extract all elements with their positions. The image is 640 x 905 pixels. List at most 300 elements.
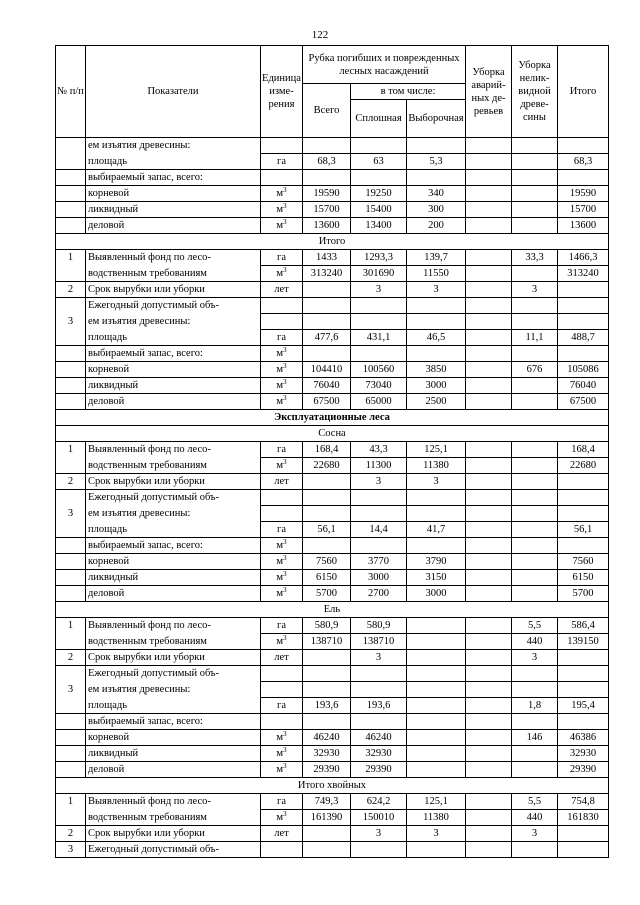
row-number [56, 186, 86, 202]
unit-superscript: 3 [283, 538, 287, 546]
table-row [56, 746, 609, 762]
selective-cell: 2500 [407, 394, 466, 410]
clear-cell [351, 714, 407, 730]
indicator-cell: Срок вырубки или уборки [86, 474, 261, 490]
emergency-cell [466, 762, 512, 778]
clear-cell [351, 170, 407, 186]
row-number [56, 266, 86, 282]
total-cell: 138710 [303, 634, 351, 650]
emergency-cell [466, 682, 512, 698]
row-number [56, 714, 86, 730]
clear-cell [351, 346, 407, 362]
unit-superscript: 3 [283, 202, 287, 210]
illiquid-cell: 3 [512, 826, 558, 842]
unit-cell: $м^3$ [261, 266, 303, 282]
grand-total-cell [558, 538, 609, 554]
total-cell: 22680 [303, 458, 351, 474]
selective-cell: 3150 [407, 570, 466, 586]
unit-superscript: 3 [283, 266, 287, 274]
row-number [56, 394, 86, 410]
clear-cell [351, 490, 407, 506]
selective-cell: 3 [407, 282, 466, 298]
table-row [56, 170, 609, 186]
total-cell: 104410 [303, 362, 351, 378]
header-clear: Сплошная [351, 100, 407, 138]
table-row [56, 842, 609, 858]
unit-cell: $м^3$ [261, 554, 303, 570]
illiquid-cell [512, 474, 558, 490]
table-row [56, 714, 609, 730]
unit-cell: $м^3$ [261, 186, 303, 202]
row-number: 3 [56, 682, 86, 698]
total-cell [303, 138, 351, 154]
selective-cell [407, 170, 466, 186]
row-number [56, 554, 86, 570]
unit-cell [261, 506, 303, 522]
clear-cell: 15400 [351, 202, 407, 218]
indicator-cell: корневой [86, 554, 261, 570]
unit-cell: $м^3$ [261, 394, 303, 410]
emergency-cell [466, 538, 512, 554]
illiquid-cell: 11,1 [512, 330, 558, 346]
selective-cell [407, 538, 466, 554]
unit-cell: га [261, 154, 303, 170]
header-total: Всего [303, 84, 351, 138]
indicator-cell: площадь [86, 154, 261, 170]
selective-cell [407, 714, 466, 730]
indicator-cell: Ежегодный допустимый объ- [86, 298, 261, 314]
total-cell [303, 506, 351, 522]
illiquid-cell: 5,5 [512, 618, 558, 634]
total-cell: 32930 [303, 746, 351, 762]
unit-cell [261, 298, 303, 314]
grand-total-cell [558, 506, 609, 522]
emergency-cell [466, 810, 512, 826]
unit-cell: $м^3$ [261, 538, 303, 554]
unit-cell: га [261, 442, 303, 458]
clear-cell: 19250 [351, 186, 407, 202]
table-row [56, 154, 609, 170]
indicator-cell: Срок вырубки или уборки [86, 826, 261, 842]
total-cell [303, 650, 351, 666]
emergency-cell [466, 266, 512, 282]
illiquid-cell [512, 570, 558, 586]
unit-cell: $м^3$ [261, 202, 303, 218]
clear-cell: 580,9 [351, 618, 407, 634]
clear-cell: 193,6 [351, 698, 407, 714]
illiquid-cell [512, 538, 558, 554]
total-cell: 15700 [303, 202, 351, 218]
unit-cell: га [261, 698, 303, 714]
illiquid-cell [512, 138, 558, 154]
row-number [56, 138, 86, 154]
row-number [56, 810, 86, 826]
grand-total-cell: 195,4 [558, 698, 609, 714]
illiquid-cell: 3 [512, 650, 558, 666]
emergency-cell [466, 634, 512, 650]
indicator-cell: Выявленный фонд по лесо- [86, 442, 261, 458]
row-number [56, 666, 86, 682]
selective-cell: 300 [407, 202, 466, 218]
table-row [56, 330, 609, 346]
row-number [56, 586, 86, 602]
illiquid-cell [512, 298, 558, 314]
total-cell [303, 490, 351, 506]
unit-cell: $м^3$ [261, 458, 303, 474]
clear-cell: 624,2 [351, 794, 407, 810]
row-number: 2 [56, 282, 86, 298]
unit-superscript: 3 [283, 730, 287, 738]
table-row [56, 618, 609, 634]
illiquid-cell [512, 762, 558, 778]
selective-cell: 125,1 [407, 442, 466, 458]
unit-cell [261, 842, 303, 858]
header-unit: Единица измерения [261, 46, 303, 138]
grand-total-cell: 67500 [558, 394, 609, 410]
selective-cell [407, 762, 466, 778]
illiquid-cell [512, 506, 558, 522]
emergency-cell [466, 298, 512, 314]
row-number [56, 202, 86, 218]
unit-cell: лет [261, 282, 303, 298]
selective-cell [407, 746, 466, 762]
indicator-cell: Ежегодный допустимый объ- [86, 666, 261, 682]
row-number [56, 570, 86, 586]
grand-total-cell [558, 170, 609, 186]
unit-cell: $м^3$ [261, 362, 303, 378]
unit-cell: га [261, 522, 303, 538]
selective-cell: 125,1 [407, 794, 466, 810]
total-cell [303, 170, 351, 186]
section-title: Итого хвойных [56, 778, 609, 794]
indicator-cell: Выявленный фонд по лесо- [86, 250, 261, 266]
indicator-cell: Выявленный фонд по лесо- [86, 794, 261, 810]
illiquid-cell: 440 [512, 634, 558, 650]
emergency-cell [466, 506, 512, 522]
grand-total-cell [558, 714, 609, 730]
row-number [56, 362, 86, 378]
total-cell: 193,6 [303, 698, 351, 714]
selective-cell [407, 490, 466, 506]
table-row [56, 650, 609, 666]
header-selective: Выборочная [407, 100, 466, 138]
emergency-cell [466, 618, 512, 634]
unit-cell: $м^3$ [261, 346, 303, 362]
table-row [56, 314, 609, 330]
selective-cell [407, 346, 466, 362]
total-cell [303, 282, 351, 298]
clear-cell: 1293,3 [351, 250, 407, 266]
unit-superscript: 3 [283, 570, 287, 578]
row-number: 3 [56, 842, 86, 858]
unit-cell [261, 138, 303, 154]
indicator-cell: ликвидный [86, 378, 261, 394]
grand-total-cell: 754,8 [558, 794, 609, 810]
selective-cell: 3 [407, 474, 466, 490]
unit-cell: га [261, 330, 303, 346]
clear-cell [351, 682, 407, 698]
page-number: 122 [311, 29, 329, 41]
illiquid-cell [512, 458, 558, 474]
grand-total-cell [558, 650, 609, 666]
header-felling-group: Рубка погибших и поврежденных лесных насаждений [303, 46, 466, 84]
illiquid-cell [512, 154, 558, 170]
clear-cell: 3000 [351, 570, 407, 586]
table-row [56, 794, 609, 810]
clear-cell: 3 [351, 826, 407, 842]
table-row [56, 474, 609, 490]
selective-cell: 11550 [407, 266, 466, 282]
selective-cell: 11380 [407, 458, 466, 474]
total-cell [303, 298, 351, 314]
indicator-cell: корневой [86, 362, 261, 378]
selective-cell: 3790 [407, 554, 466, 570]
clear-cell [351, 506, 407, 522]
table-row [56, 362, 609, 378]
emergency-cell [466, 250, 512, 266]
row-number: 1 [56, 442, 86, 458]
grand-total-cell [558, 346, 609, 362]
emergency-cell [466, 698, 512, 714]
indicator-cell: ем изъятия древесины: [86, 682, 261, 698]
table-body [56, 138, 609, 858]
total-cell: 161390 [303, 810, 351, 826]
selective-cell [407, 314, 466, 330]
total-cell: 29390 [303, 762, 351, 778]
indicator-cell: водственным требованиям [86, 266, 261, 282]
clear-cell: 2700 [351, 586, 407, 602]
indicator-cell: ем изъятия древесины: [86, 506, 261, 522]
header-indicator: Показатели [86, 46, 261, 138]
table-row [56, 698, 609, 714]
unit-cell [261, 314, 303, 330]
unit-superscript: 3 [283, 346, 287, 354]
grand-total-cell: 5700 [558, 586, 609, 602]
clear-cell [351, 138, 407, 154]
total-cell: 6150 [303, 570, 351, 586]
emergency-cell [466, 554, 512, 570]
clear-cell: 3 [351, 650, 407, 666]
grand-total-cell: 105086 [558, 362, 609, 378]
emergency-cell [466, 490, 512, 506]
illiquid-cell: 676 [512, 362, 558, 378]
indicator-cell: деловой [86, 394, 261, 410]
emergency-cell [466, 218, 512, 234]
total-cell [303, 842, 351, 858]
table-row [56, 458, 609, 474]
illiquid-cell [512, 394, 558, 410]
unit-cell: лет [261, 474, 303, 490]
clear-cell: 11300 [351, 458, 407, 474]
section-row [56, 234, 609, 250]
selective-cell: 3 [407, 826, 466, 842]
illiquid-cell: 3 [512, 282, 558, 298]
clear-cell: 100560 [351, 362, 407, 378]
selective-cell: 5,3 [407, 154, 466, 170]
selective-cell: 139,7 [407, 250, 466, 266]
total-cell: 580,9 [303, 618, 351, 634]
row-number: 1 [56, 618, 86, 634]
indicator-cell: ликвидный [86, 570, 261, 586]
indicator-cell: водственным требованиям [86, 634, 261, 650]
emergency-cell [466, 666, 512, 682]
total-cell: 7560 [303, 554, 351, 570]
grand-total-cell [558, 474, 609, 490]
indicator-cell: площадь [86, 522, 261, 538]
indicator-cell: Срок вырубки или уборки [86, 282, 261, 298]
indicator-cell: корневой [86, 186, 261, 202]
indicator-cell: деловой [86, 586, 261, 602]
selective-cell: 3000 [407, 378, 466, 394]
illiquid-cell [512, 170, 558, 186]
table-row [56, 682, 609, 698]
total-cell: 19590 [303, 186, 351, 202]
indicator-cell: деловой [86, 218, 261, 234]
total-cell: 1433 [303, 250, 351, 266]
selective-cell [407, 618, 466, 634]
unit-superscript: 3 [283, 186, 287, 194]
indicator-cell: ликвидный [86, 202, 261, 218]
illiquid-cell [512, 186, 558, 202]
grand-total-cell [558, 490, 609, 506]
illiquid-cell [512, 682, 558, 698]
row-number: 2 [56, 826, 86, 842]
clear-cell: 46240 [351, 730, 407, 746]
clear-cell [351, 298, 407, 314]
clear-cell: 14,4 [351, 522, 407, 538]
illiquid-cell [512, 714, 558, 730]
emergency-cell [466, 570, 512, 586]
grand-total-cell [558, 826, 609, 842]
unit-superscript: 3 [283, 762, 287, 770]
total-cell [303, 826, 351, 842]
selective-cell [407, 506, 466, 522]
illiquid-cell: 1,8 [512, 698, 558, 714]
clear-cell [351, 842, 407, 858]
unit-cell: лет [261, 650, 303, 666]
indicator-cell: выбираемый запас, всего: [86, 346, 261, 362]
table-row [56, 298, 609, 314]
emergency-cell [466, 186, 512, 202]
indicator-cell: деловой [86, 762, 261, 778]
grand-total-cell: 161830 [558, 810, 609, 826]
row-number [56, 218, 86, 234]
total-cell [303, 346, 351, 362]
table-row [56, 634, 609, 650]
table-row [56, 202, 609, 218]
unit-cell [261, 682, 303, 698]
row-number [56, 698, 86, 714]
emergency-cell [466, 474, 512, 490]
row-number [56, 634, 86, 650]
unit-superscript: 3 [283, 810, 287, 818]
total-cell [303, 314, 351, 330]
table-row [56, 730, 609, 746]
row-number: 3 [56, 314, 86, 330]
forest-felling-table [55, 45, 609, 858]
emergency-cell [466, 842, 512, 858]
emergency-cell [466, 458, 512, 474]
illiquid-cell [512, 522, 558, 538]
emergency-cell [466, 746, 512, 762]
clear-cell: 3770 [351, 554, 407, 570]
total-cell: 749,3 [303, 794, 351, 810]
illiquid-cell: 440 [512, 810, 558, 826]
indicator-cell: водственным требованиям [86, 458, 261, 474]
unit-cell: $м^3$ [261, 218, 303, 234]
grand-total-cell: 56,1 [558, 522, 609, 538]
header-emergency: Уборка аварийных деревьев [466, 46, 512, 138]
unit-cell: га [261, 618, 303, 634]
emergency-cell [466, 378, 512, 394]
clear-cell [351, 314, 407, 330]
illiquid-cell: 146 [512, 730, 558, 746]
selective-cell [407, 842, 466, 858]
emergency-cell [466, 282, 512, 298]
clear-cell: 3 [351, 282, 407, 298]
total-cell: 67500 [303, 394, 351, 410]
table-row [56, 666, 609, 682]
total-cell: 313240 [303, 266, 351, 282]
clear-cell: 32930 [351, 746, 407, 762]
indicator-cell: выбираемый запас, всего: [86, 714, 261, 730]
emergency-cell [466, 362, 512, 378]
grand-total-cell: 46386 [558, 730, 609, 746]
selective-cell: 11380 [407, 810, 466, 826]
row-number: 1 [56, 794, 86, 810]
clear-cell: 29390 [351, 762, 407, 778]
unit-cell: $м^3$ [261, 746, 303, 762]
table-row [56, 810, 609, 826]
grand-total-cell [558, 842, 609, 858]
unit-cell: $м^3$ [261, 730, 303, 746]
grand-total-cell: 586,4 [558, 618, 609, 634]
grand-total-cell: 168,4 [558, 442, 609, 458]
grand-total-cell: 488,7 [558, 330, 609, 346]
unit-cell: $м^3$ [261, 586, 303, 602]
selective-cell: 200 [407, 218, 466, 234]
emergency-cell [466, 826, 512, 842]
emergency-cell [466, 586, 512, 602]
header-illiquid: Уборка неликвидной древесины [512, 46, 558, 138]
grand-total-cell: 29390 [558, 762, 609, 778]
total-cell [303, 474, 351, 490]
unit-superscript: 3 [283, 362, 287, 370]
indicator-cell: Срок вырубки или уборки [86, 650, 261, 666]
clear-cell: 13400 [351, 218, 407, 234]
row-number [56, 490, 86, 506]
table-row [56, 554, 609, 570]
emergency-cell [466, 138, 512, 154]
indicator-cell: ем изъятия древесины: [86, 138, 261, 154]
unit-cell: га [261, 250, 303, 266]
total-cell: 46240 [303, 730, 351, 746]
grand-total-cell: 13600 [558, 218, 609, 234]
unit-superscript: 3 [283, 394, 287, 402]
grand-total-cell: 6150 [558, 570, 609, 586]
grand-total-cell: 313240 [558, 266, 609, 282]
selective-cell: 3850 [407, 362, 466, 378]
total-cell [303, 666, 351, 682]
section-title: Ель [56, 602, 609, 618]
section-title: Итого [56, 234, 609, 250]
total-cell [303, 714, 351, 730]
clear-cell: 3 [351, 474, 407, 490]
illiquid-cell [512, 314, 558, 330]
unit-cell: га [261, 794, 303, 810]
row-number [56, 458, 86, 474]
selective-cell [407, 730, 466, 746]
